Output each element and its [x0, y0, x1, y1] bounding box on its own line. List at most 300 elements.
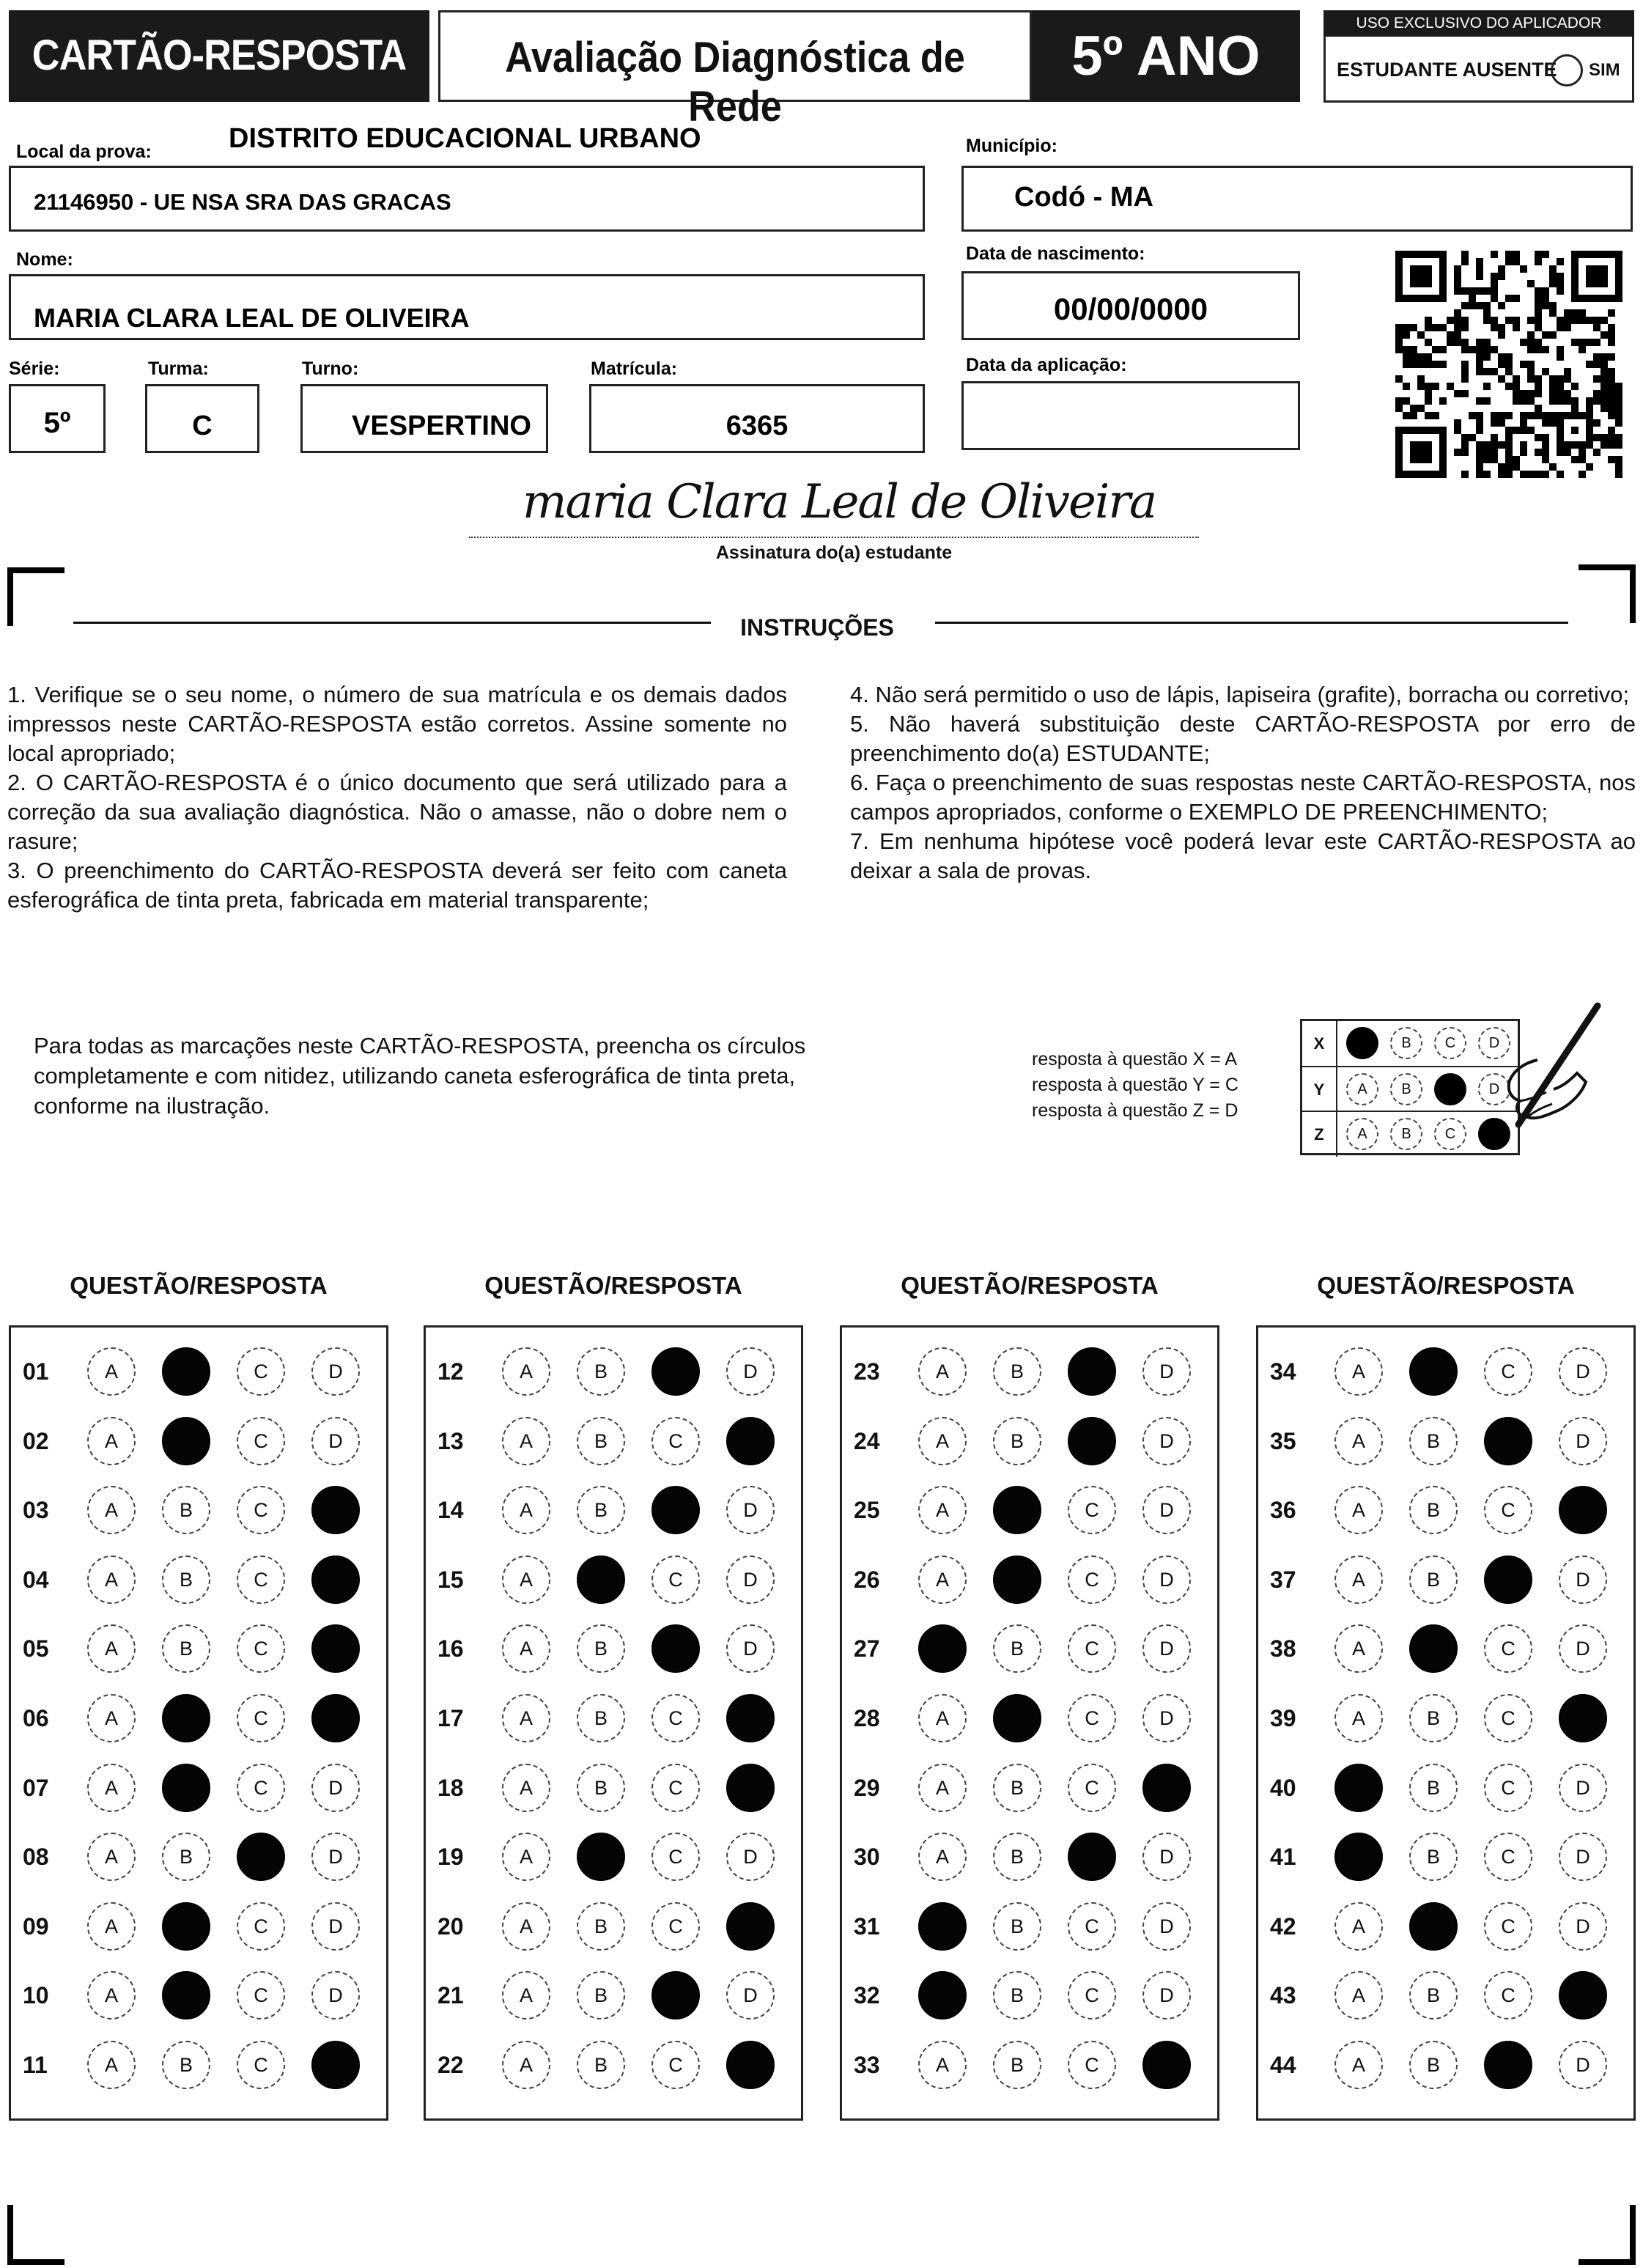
- answer-row: [842, 1345, 1217, 1396]
- local-value: 21146950 - UE NSA SRA DAS GRACAS: [34, 189, 451, 215]
- answer-bubble-b[interactable]: B: [993, 1833, 1041, 1881]
- answer-row: [11, 1622, 386, 1674]
- answer-bubble-d[interactable]: D: [311, 2041, 360, 2089]
- answer-bubble-a[interactable]: A: [87, 1555, 136, 1604]
- answer-row: [11, 1761, 386, 1813]
- answer-bubble-d[interactable]: D: [1142, 1971, 1191, 2020]
- answer-bubble-c[interactable]: C: [1068, 2041, 1116, 2089]
- answer-bubble-c[interactable]: C: [1068, 1833, 1116, 1881]
- question-number: 38: [1270, 1635, 1296, 1663]
- answer-bubble-b[interactable]: B: [162, 1764, 210, 1812]
- answer-bubble-b[interactable]: B: [577, 1486, 625, 1534]
- example-bubble-d: D: [1478, 1118, 1510, 1150]
- answer-bubble-b[interactable]: B: [577, 1764, 625, 1812]
- corner-mark-tr-v: [1630, 564, 1636, 623]
- question-number: 17: [437, 1705, 464, 1731]
- answer-bubble-d[interactable]: D: [726, 1971, 775, 2020]
- answer-bubble-a[interactable]: A: [918, 1764, 967, 1812]
- answer-row: [11, 1484, 386, 1535]
- answer-bubble-a[interactable]: A: [502, 1694, 550, 1742]
- answer-bubble-a[interactable]: A: [1334, 1694, 1383, 1742]
- answer-row: [1258, 1761, 1633, 1813]
- answer-bubble-c[interactable]: C: [651, 1694, 700, 1742]
- answer-bubble-d[interactable]: D: [726, 1624, 775, 1673]
- question-number: 34: [1270, 1358, 1296, 1385]
- turno-label: Turno:: [302, 358, 359, 379]
- answer-bubble-b[interactable]: B: [993, 1971, 1041, 2020]
- answer-bubble-d[interactable]: D: [726, 1902, 775, 1951]
- answer-bubble-b[interactable]: B: [993, 1694, 1041, 1742]
- answer-bubble-d[interactable]: D: [1142, 1555, 1191, 1604]
- answer-bubble-b[interactable]: B: [577, 1347, 625, 1396]
- answer-bubble-d[interactable]: D: [1142, 1486, 1191, 1534]
- example-legend-item: resposta à questão Y = C: [1032, 1075, 1238, 1095]
- answer-bubble-a[interactable]: A: [87, 1833, 136, 1881]
- answer-bubble-c[interactable]: C: [237, 1555, 285, 1604]
- answer-bubble-d[interactable]: D: [726, 1347, 775, 1396]
- turma-label: Turma:: [148, 358, 209, 379]
- answer-bubble-a[interactable]: A: [502, 2041, 550, 2089]
- answer-row: [842, 1415, 1217, 1466]
- question-number: 44: [1270, 2052, 1296, 2078]
- answer-bubble-c[interactable]: C: [651, 1486, 700, 1534]
- answer-bubble-c[interactable]: C: [651, 1624, 700, 1673]
- answer-row: [1258, 1553, 1633, 1605]
- instruction-item: 1. Verifique se o seu nome, o número de sua matrícula e os demais dados impressos neste CARTÃO-RESPOSTA estão corretos. Assine somente no local apropriado;: [7, 682, 787, 766]
- answer-bubble-b[interactable]: B: [1409, 1347, 1458, 1396]
- answer-bubble-c[interactable]: C: [237, 1971, 285, 2020]
- corner-mark-tl-v: [7, 567, 13, 626]
- answer-bubble-c[interactable]: C: [1484, 1347, 1532, 1396]
- answer-bubble-a[interactable]: A: [1334, 1347, 1383, 1396]
- question-number: 10: [23, 1982, 49, 2009]
- answer-bubble-a[interactable]: A: [918, 1833, 967, 1881]
- example-legend-item: resposta à questão X = A: [1032, 1049, 1238, 1069]
- answer-bubble-c[interactable]: C: [1068, 1624, 1116, 1673]
- answer-bubble-c[interactable]: C: [1068, 1971, 1116, 2020]
- answer-bubble-b[interactable]: B: [1409, 1694, 1458, 1742]
- answer-bubble-c[interactable]: C: [1068, 1486, 1116, 1534]
- answer-bubble-b[interactable]: B: [993, 2041, 1041, 2089]
- question-number: 15: [437, 1566, 464, 1593]
- answer-row: [11, 1830, 386, 1882]
- question-number: 04: [23, 1566, 49, 1593]
- turma-value: C: [192, 410, 213, 441]
- question-number: 32: [854, 1982, 880, 2009]
- answer-bubble-a[interactable]: A: [918, 1347, 967, 1396]
- answer-bubble-a[interactable]: A: [87, 1486, 136, 1534]
- answer-bubble-d[interactable]: D: [311, 1486, 360, 1534]
- answer-bubble-a[interactable]: A: [87, 1764, 136, 1812]
- question-number: 43: [1270, 1982, 1296, 2009]
- answer-row: [1258, 1969, 1633, 2020]
- question-number: 05: [23, 1635, 49, 1663]
- answer-bubble-d[interactable]: D: [1142, 1764, 1191, 1812]
- applicator-label: USO EXCLUSIVO DO APLICADOR: [1356, 15, 1602, 32]
- answer-bubble-b[interactable]: B: [1409, 1971, 1458, 2020]
- answer-bubble-d[interactable]: D: [311, 1555, 360, 1604]
- answer-bubble-c[interactable]: C: [651, 1902, 700, 1951]
- question-number: 01: [23, 1358, 49, 1385]
- question-number: 09: [23, 1912, 49, 1940]
- answer-bubble-c[interactable]: C: [651, 1347, 700, 1396]
- answer-bubble-d[interactable]: D: [1142, 2041, 1191, 2089]
- answer-bubble-d[interactable]: D: [726, 1694, 775, 1742]
- answer-row: [842, 1761, 1217, 1813]
- question-number: 27: [854, 1635, 880, 1663]
- instruction-item: 2. O CARTÃO-RESPOSTA é o único documento que será utilizado para a correção da sua avaliação diagnóstica. Não o amasse, não o dobre nem o rasure;: [7, 770, 787, 854]
- answer-bubble-a[interactable]: A: [1334, 2041, 1383, 2089]
- answer-bubble-a[interactable]: A: [502, 1347, 550, 1396]
- question-number: 42: [1270, 1912, 1296, 1940]
- answer-bubble-b[interactable]: B: [162, 1971, 210, 2020]
- answer-bubble-b[interactable]: B: [162, 1555, 210, 1604]
- absent-label: ESTUDANTE AUSENTE: [1337, 59, 1557, 81]
- answer-bubble-c[interactable]: C: [1068, 1694, 1116, 1742]
- answer-bubble-d[interactable]: D: [1142, 1417, 1191, 1465]
- answer-bubble-d[interactable]: D: [726, 1555, 775, 1604]
- answer-bubble-a[interactable]: A: [87, 1624, 136, 1673]
- answer-bubble-b[interactable]: B: [162, 1347, 210, 1396]
- answer-bubble-d[interactable]: D: [311, 1624, 360, 1673]
- answer-bubble-b[interactable]: B: [1409, 1486, 1458, 1534]
- answer-bubble-b[interactable]: B: [1409, 1833, 1458, 1881]
- answer-bubble-c[interactable]: C: [1484, 1902, 1532, 1951]
- answer-bubble-a[interactable]: A: [502, 1555, 550, 1604]
- answer-bubble-c[interactable]: C: [1484, 1833, 1532, 1881]
- answer-bubble-c[interactable]: C: [237, 2041, 285, 2089]
- answer-bubble-d[interactable]: D: [311, 1902, 360, 1951]
- answer-bubble-a[interactable]: A: [502, 1417, 550, 1465]
- answer-bubble-b[interactable]: B: [577, 1624, 625, 1673]
- answer-bubble-a[interactable]: A: [87, 1694, 136, 1742]
- answer-bubble-a[interactable]: A: [1334, 1486, 1383, 1534]
- example-legend: [1032, 1047, 1238, 1124]
- answer-bubble-d[interactable]: D: [1559, 1624, 1607, 1673]
- answer-bubble-c[interactable]: C: [1484, 1486, 1532, 1534]
- answer-bubble-c[interactable]: C: [1068, 1764, 1116, 1812]
- answer-bubble-b[interactable]: B: [1409, 1902, 1458, 1951]
- question-number: 41: [1270, 1844, 1296, 1871]
- question-number: 26: [854, 1566, 880, 1593]
- answer-bubble-c[interactable]: C: [1484, 1971, 1532, 2020]
- answer-bubble-b[interactable]: B: [162, 1833, 210, 1881]
- instructions-left: [7, 680, 787, 915]
- serie-label: Série:: [9, 358, 60, 379]
- answer-row: [426, 1484, 801, 1535]
- answer-row: [426, 1345, 801, 1396]
- exam-title: Avaliação Diagnóstica de Rede: [505, 34, 965, 130]
- answer-bubble-d[interactable]: D: [1142, 1833, 1191, 1881]
- answer-bubble-b[interactable]: B: [993, 1624, 1041, 1673]
- answer-bubble-b[interactable]: B: [1409, 2041, 1458, 2089]
- answer-bubble-c[interactable]: C: [1484, 1624, 1532, 1673]
- answer-bubble-c[interactable]: C: [651, 2041, 700, 2089]
- question-number: 33: [854, 2052, 880, 2078]
- absent-option: SIM: [1589, 60, 1620, 80]
- answer-bubble-d[interactable]: D: [726, 1833, 775, 1881]
- answer-bubble-c[interactable]: C: [237, 1624, 285, 1673]
- question-number: 13: [437, 1427, 464, 1454]
- answer-bubble-a[interactable]: A: [1334, 1417, 1383, 1465]
- answer-row: [1258, 1622, 1633, 1674]
- answer-bubble-a[interactable]: A: [502, 1902, 550, 1951]
- example-bubble-d: D: [1478, 1027, 1510, 1059]
- answer-bubble-a[interactable]: A: [918, 1624, 967, 1673]
- example-bubble-a: A: [1346, 1118, 1378, 1150]
- serie-value: 5º: [43, 407, 71, 439]
- answer-bubble-b[interactable]: B: [577, 1971, 625, 2020]
- signature-caption: Assinatura do(a) estudante: [715, 542, 953, 563]
- answer-bubble-d[interactable]: D: [1142, 1694, 1191, 1742]
- absent-checkbox[interactable]: [1551, 54, 1583, 86]
- answer-bubble-d[interactable]: D: [311, 1764, 360, 1812]
- answer-bubble-c[interactable]: C: [237, 1347, 285, 1396]
- answer-bubble-a[interactable]: A: [87, 1971, 136, 2020]
- matricula-label: Matrícula:: [591, 358, 678, 379]
- answer-row: [1258, 1345, 1633, 1396]
- answer-bubble-a[interactable]: A: [918, 1486, 967, 1534]
- answer-bubble-d[interactable]: D: [726, 1764, 775, 1812]
- question-number: 37: [1270, 1566, 1296, 1593]
- answer-bubble-b[interactable]: B: [577, 1417, 625, 1465]
- panel-header: QUESTÃO/RESPOSTA: [70, 1272, 328, 1299]
- answer-bubble-d[interactable]: D: [1559, 1347, 1607, 1396]
- answer-bubble-c[interactable]: C: [237, 1417, 285, 1465]
- qr-code: [1395, 251, 1622, 478]
- answer-row: [1258, 1692, 1633, 1743]
- answer-bubble-c[interactable]: C: [1484, 1694, 1532, 1742]
- answer-bubble-d[interactable]: D: [1559, 1486, 1607, 1534]
- answer-row: [11, 1692, 386, 1743]
- answer-bubble-c[interactable]: C: [237, 1694, 285, 1742]
- example-row: [1302, 1021, 1518, 1066]
- instructions-rule-left: [73, 622, 711, 624]
- answer-bubble-c[interactable]: C: [1484, 2041, 1532, 2089]
- answer-bubble-b[interactable]: B: [162, 2041, 210, 2089]
- answer-bubble-d[interactable]: D: [726, 1417, 775, 1465]
- answer-row: [11, 1553, 386, 1605]
- answer-bubble-b[interactable]: B: [1409, 1555, 1458, 1604]
- answer-bubble-d[interactable]: D: [726, 1486, 775, 1534]
- question-number: 21: [437, 1982, 464, 2009]
- answer-bubble-b[interactable]: B: [577, 1555, 625, 1604]
- answer-row: [842, 1553, 1217, 1605]
- answer-bubble-d[interactable]: D: [1559, 1417, 1607, 1465]
- question-number: 40: [1270, 1774, 1296, 1801]
- question-number: 28: [854, 1705, 880, 1731]
- answer-bubble-c[interactable]: C: [237, 1764, 285, 1812]
- answer-bubble-d[interactable]: D: [1559, 2041, 1607, 2089]
- answer-bubble-b[interactable]: B: [162, 1694, 210, 1742]
- answer-bubble-c[interactable]: C: [651, 1417, 700, 1465]
- answer-bubble-c[interactable]: C: [1068, 1417, 1116, 1465]
- answer-bubble-a[interactable]: A: [87, 1417, 136, 1465]
- answer-panel: [1256, 1325, 1636, 2121]
- answer-row: [1258, 1830, 1633, 1882]
- answer-bubble-b[interactable]: B: [993, 1555, 1041, 1604]
- answer-bubble-c[interactable]: C: [651, 1833, 700, 1881]
- answer-bubble-b[interactable]: B: [993, 1902, 1041, 1951]
- answer-bubble-a[interactable]: A: [87, 1902, 136, 1951]
- answer-bubble-c[interactable]: C: [1068, 1555, 1116, 1604]
- answer-bubble-c[interactable]: C: [651, 1555, 700, 1604]
- corner-mark-tr-h: [1579, 564, 1636, 570]
- answer-row: [842, 2039, 1217, 2090]
- answer-bubble-a[interactable]: A: [1334, 1971, 1383, 2020]
- instructions-rule-right: [935, 622, 1568, 624]
- answer-row: [11, 1969, 386, 2020]
- answer-bubble-a[interactable]: A: [1334, 1902, 1383, 1951]
- answer-row: [842, 1622, 1217, 1674]
- answer-row: [1258, 2039, 1633, 2090]
- answer-row: [426, 1761, 801, 1813]
- answer-bubble-c[interactable]: C: [1068, 1347, 1116, 1396]
- answer-bubble-d[interactable]: D: [311, 1347, 360, 1396]
- example-bubble-b: B: [1390, 1118, 1422, 1150]
- question-number: 19: [437, 1844, 464, 1871]
- answer-bubble-b[interactable]: B: [162, 1486, 210, 1534]
- answer-bubble-d[interactable]: D: [1142, 1624, 1191, 1673]
- example-grid: [1300, 1019, 1520, 1155]
- answer-bubble-b[interactable]: B: [577, 1694, 625, 1742]
- answer-bubble-b[interactable]: B: [993, 1417, 1041, 1465]
- corner-mark-tl-h: [7, 567, 64, 573]
- answer-bubble-c[interactable]: C: [1484, 1555, 1532, 1604]
- question-number: 16: [437, 1635, 464, 1663]
- instruction-item: 6. Faça o preenchimento de suas respostas neste CARTÃO-RESPOSTA, nos campos apropriados, conforme o EXEMPLO DE PREENCHIMENTO;: [850, 770, 1636, 825]
- question-number: 12: [437, 1358, 464, 1385]
- example-text: Para todas as marcações neste CARTÃO-RESPOSTA, preencha os círculos completamente e com nitidez, utilizando caneta esferográfica de tinta preta, conforme na ilustração.: [34, 1033, 806, 1119]
- answer-bubble-a[interactable]: A: [1334, 1833, 1383, 1881]
- aplicacao-label: Data da aplicação:: [966, 355, 1127, 375]
- answer-bubble-a[interactable]: A: [918, 1694, 967, 1742]
- answer-bubble-b[interactable]: B: [162, 1624, 210, 1673]
- answer-bubble-d[interactable]: D: [1559, 1555, 1607, 1604]
- answer-row: [426, 1622, 801, 1674]
- answer-row: [426, 1415, 801, 1466]
- answer-row: [1258, 1415, 1633, 1466]
- answer-bubble-a[interactable]: A: [918, 2041, 967, 2089]
- answer-bubble-a[interactable]: A: [918, 1555, 967, 1604]
- answer-bubble-b[interactable]: B: [1409, 1624, 1458, 1673]
- answer-bubble-d[interactable]: D: [1559, 1971, 1607, 2020]
- instruction-item: 7. Em nenhuma hipótese você poderá levar este CARTÃO-RESPOSTA ao deixar a sala de provas.: [850, 828, 1636, 883]
- question-number: 25: [854, 1497, 880, 1524]
- answer-bubble-a[interactable]: A: [502, 1971, 550, 2020]
- answer-bubble-c[interactable]: C: [651, 1764, 700, 1812]
- question-number: 23: [854, 1358, 880, 1385]
- answer-bubble-b[interactable]: B: [162, 1417, 210, 1465]
- answer-row: [426, 1553, 801, 1605]
- instruction-item: 4. Não será permitido o uso de lápis, lapiseira (grafite), borracha ou corretivo;: [850, 682, 1630, 707]
- answer-bubble-a[interactable]: A: [502, 1764, 550, 1812]
- answer-bubble-a[interactable]: A: [918, 1902, 967, 1951]
- answer-bubble-d[interactable]: D: [1142, 1902, 1191, 1951]
- answer-row: [11, 1900, 386, 1951]
- answer-bubble-b[interactable]: B: [577, 1833, 625, 1881]
- answer-bubble-d[interactable]: D: [1559, 1833, 1607, 1881]
- answer-bubble-d[interactable]: D: [311, 1971, 360, 2020]
- answer-bubble-c[interactable]: C: [1068, 1902, 1116, 1951]
- question-number: 35: [1270, 1427, 1296, 1454]
- answer-bubble-a[interactable]: A: [502, 1624, 550, 1673]
- answer-bubble-a[interactable]: A: [918, 1417, 967, 1465]
- answer-bubble-b[interactable]: B: [1409, 1764, 1458, 1812]
- answer-bubble-b[interactable]: B: [577, 2041, 625, 2089]
- answer-row: [11, 1345, 386, 1396]
- corner-mark-br-v: [1630, 2205, 1636, 2265]
- question-number: 36: [1270, 1497, 1296, 1524]
- answer-bubble-a[interactable]: A: [87, 1347, 136, 1396]
- question-number: 20: [437, 1912, 464, 1940]
- answer-bubble-d[interactable]: D: [311, 1417, 360, 1465]
- answer-bubble-b[interactable]: B: [993, 1764, 1041, 1812]
- answer-bubble-c[interactable]: C: [237, 1833, 285, 1881]
- answer-row: [426, 1692, 801, 1743]
- answer-bubble-c[interactable]: C: [1484, 1417, 1532, 1465]
- answer-bubble-b[interactable]: B: [993, 1347, 1041, 1396]
- answer-bubble-d[interactable]: D: [1142, 1347, 1191, 1396]
- example-bubble-c: C: [1434, 1073, 1466, 1105]
- answer-bubble-d[interactable]: D: [311, 1833, 360, 1881]
- answer-bubble-b[interactable]: B: [577, 1902, 625, 1951]
- answer-row: [842, 1969, 1217, 2020]
- answer-row: [426, 2039, 801, 2090]
- answer-bubble-c[interactable]: C: [651, 1971, 700, 2020]
- answer-bubble-d[interactable]: D: [311, 1694, 360, 1742]
- question-number: 29: [854, 1774, 880, 1801]
- answer-bubble-c[interactable]: C: [1484, 1764, 1532, 1812]
- question-number: 07: [23, 1774, 49, 1801]
- nome-value: MARIA CLARA LEAL DE OLIVEIRA: [34, 303, 470, 333]
- answer-bubble-a[interactable]: A: [918, 1971, 967, 2020]
- question-number: 06: [23, 1705, 49, 1731]
- answer-bubble-a[interactable]: A: [1334, 1764, 1383, 1812]
- answer-bubble-b[interactable]: B: [993, 1486, 1041, 1534]
- answer-bubble-a[interactable]: A: [1334, 1624, 1383, 1673]
- answer-bubble-c[interactable]: C: [237, 1902, 285, 1951]
- example-row-label: Y: [1302, 1067, 1337, 1112]
- instructions-title: INSTRUÇÕES: [740, 614, 894, 641]
- answer-bubble-b[interactable]: B: [1409, 1417, 1458, 1465]
- answer-bubble-d[interactable]: D: [726, 2041, 775, 2089]
- signature-handwriting: maria Clara Leal de Oliveira: [522, 475, 1156, 529]
- answer-bubble-c[interactable]: C: [237, 1486, 285, 1534]
- corner-mark-bl-h: [7, 2259, 64, 2265]
- answer-bubble-a[interactable]: A: [87, 2041, 136, 2089]
- question-number: 14: [437, 1497, 464, 1524]
- answer-bubble-a[interactable]: A: [1334, 1555, 1383, 1604]
- answer-bubble-d[interactable]: D: [1559, 1694, 1607, 1742]
- municipio-label: Município:: [966, 136, 1057, 156]
- answer-bubble-d[interactable]: D: [1559, 1764, 1607, 1812]
- answer-bubble-a[interactable]: A: [502, 1486, 550, 1534]
- answer-bubble-d[interactable]: D: [1559, 1902, 1607, 1951]
- answer-bubble-a[interactable]: A: [502, 1833, 550, 1881]
- corner-mark-br-h: [1579, 2259, 1636, 2265]
- nome-label: Nome:: [16, 249, 73, 270]
- hand-pen-icon: [1495, 1000, 1605, 1146]
- question-number: 11: [23, 2052, 48, 2078]
- question-number: 22: [437, 2052, 464, 2078]
- example-bubble-b: B: [1390, 1073, 1422, 1105]
- matricula-value: 6365: [725, 410, 789, 441]
- card-title: CARTÃO-RESPOSTA: [32, 32, 407, 79]
- question-number: 39: [1270, 1705, 1296, 1731]
- answer-bubble-b[interactable]: B: [162, 1902, 210, 1951]
- example-bubble-c: C: [1434, 1118, 1466, 1150]
